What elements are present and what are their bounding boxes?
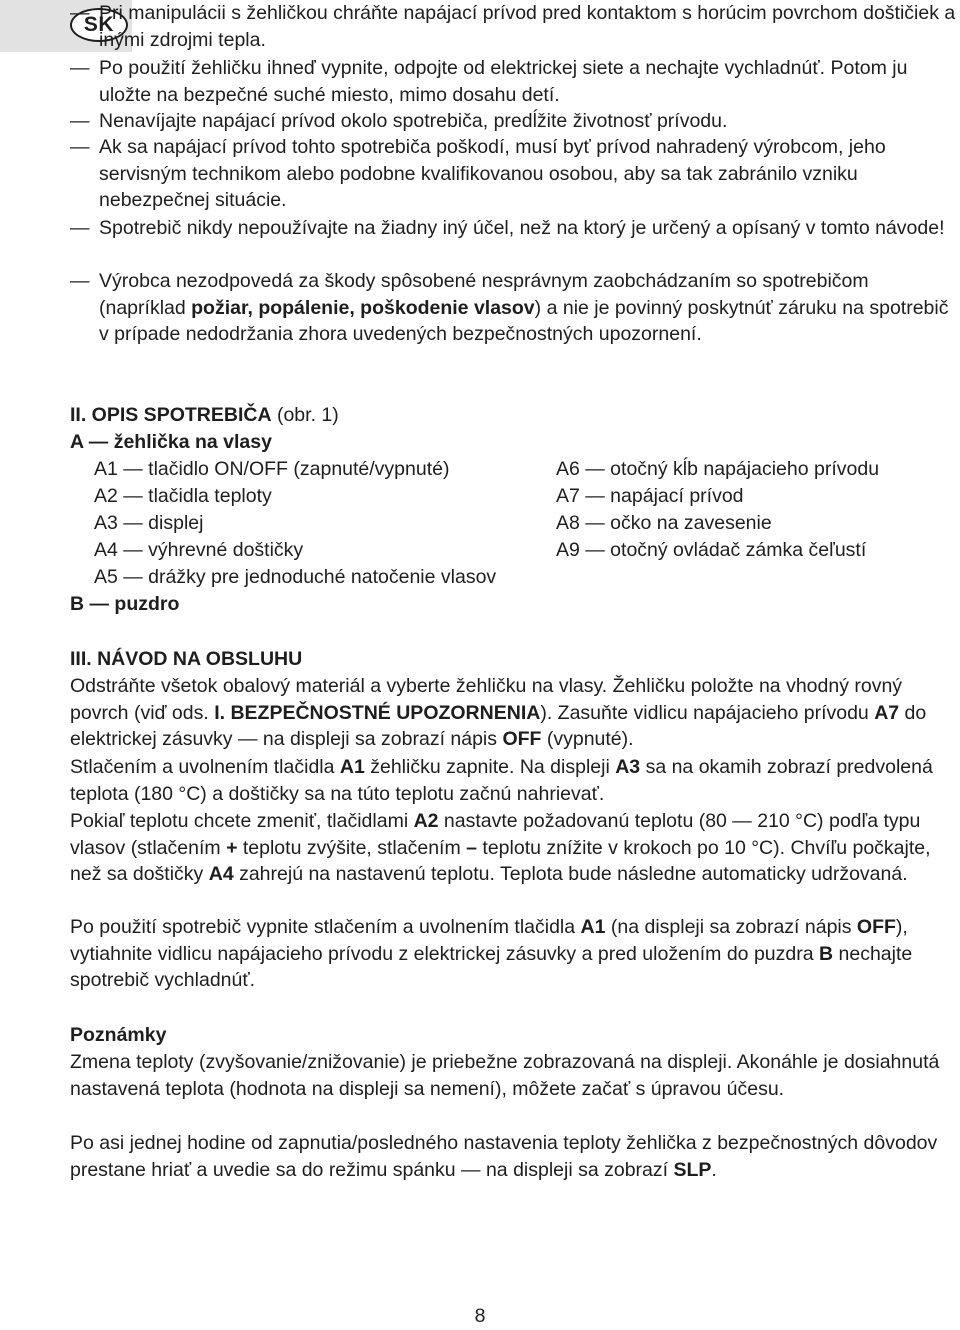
part-item: A1 — tlačidlo ON/OFF (zapnuté/vypnuté) <box>94 458 450 480</box>
text-part: žehličku zapnite. Na displeji <box>364 756 616 778</box>
text-bold: A4 <box>208 863 234 886</box>
notes-paragraph: Zmena teploty (zvyšovanie/znižovanie) je priebežne zobrazovaná na displeji. Akonáhle je dosiahnutá nastavená teplota (hodnota na displeji sa nemení), môžete začať s úpravou účesu. <box>70 1051 940 1100</box>
minus-symbol: – <box>466 836 477 859</box>
notes-title: Poznámky <box>70 1024 167 1046</box>
bullet-text: Nenavíjajte napájací prívod okolo spotrebiča, predĺžite životnosť prívodu. <box>99 110 728 132</box>
text-part: Stlačením a uvolnením tlačidla <box>70 756 340 778</box>
page-number: 8 <box>474 1305 486 1327</box>
bullet-item <box>70 0 958 53</box>
text-part: (vypnuté). <box>541 728 634 751</box>
bullet-item <box>70 108 958 135</box>
part-item: A9 — otočný ovládač zámka čeľustí <box>556 539 867 561</box>
bullet-item <box>70 134 958 214</box>
text-bold: OFF <box>856 916 896 938</box>
bullet-text: Pri manipulácii s žehličkou chráňte napájací prívod pred kontaktom s horúcim povrchom doštičiek a inými zdrojmi tepla. <box>99 2 956 51</box>
text-bold: I. BEZPEČNOSTNÉ UPOZORNENIA <box>214 701 541 724</box>
text-bold: OFF <box>502 728 542 751</box>
bullet-text: Po použití žehličku ihneď vypnite, odpojte od elektrickej siete a nechajte vychladnúť. Potom ju uložte na bezpečné suché miesto, mimo dosahu detí. <box>99 57 908 106</box>
text-part: Po použití spotrebič vypnite stlačením a uvolnením tlačidla <box>70 916 581 938</box>
text-part: ), vytiahnite vidlicu napájacieho prívodu z elektrickej zásuvky a pred uložením do puzdra <box>70 916 908 965</box>
text-bold: B <box>819 942 834 965</box>
bullet-dash: — <box>70 136 90 158</box>
language-badge: SK <box>70 8 128 42</box>
section-title-opis <box>70 402 339 429</box>
text-part: do elektrickej zásuvky — na displeji sa zobrazí nápis <box>70 701 927 751</box>
part-a-label: A — žehlička na vlasy <box>70 431 272 453</box>
section-title-bold: II. OPIS SPOTREBIČA <box>70 404 272 426</box>
text-bold: A7 <box>874 701 900 724</box>
section-title-rest: (obr. 1) <box>271 404 339 426</box>
bullet-dash: — <box>70 2 90 24</box>
part-item: A2 — tlačidla teploty <box>94 485 272 507</box>
part-item: A6 — otočný kĺb napájacieho prívodu <box>556 458 880 480</box>
notes-paragraph <box>70 1130 958 1183</box>
bullet-text-part: Výrobca nezodpovedá za škody spôsobené nesprávnym zaobchádzaním so spotrebičom (napríklad <box>99 270 869 319</box>
text-bold: SLP <box>673 1158 712 1181</box>
text-part: Po asi jednej hodine od zapnutia/posledného nastavenia teploty žehlička z bezpečnostných dôvodov prestane hriať a uvedie sa do režimu spánku — na displeji sa zobrazí <box>70 1132 938 1181</box>
instructions-paragraph <box>70 754 958 807</box>
text-part: sa na okamih zobrazí predvolená teplota (180 °C) a doštičky sa na túto teplotu začnú nahrievať. <box>70 756 933 805</box>
text-bold: A1 <box>339 756 365 778</box>
text-part: ). Zasuňte vidlicu napájacieho prívodu <box>540 701 875 724</box>
part-b-label: B — puzdro <box>70 593 180 615</box>
plus-symbol: + <box>226 836 238 859</box>
bullet-text <box>99 268 958 348</box>
text-part: nechajte spotrebič vychladnúť. <box>70 942 913 992</box>
part-item: A4 — výhrevné doštičky <box>94 539 304 561</box>
text-part: teplotu zvýšite, stlačením <box>237 836 467 859</box>
text-part: zahrejú na nastavenú teplotu. Teplota bude následne automaticky udržovaná. <box>233 863 908 886</box>
part-item: A8 — očko na zavesenie <box>556 512 772 534</box>
section-title-navod: III. NÁVOD NA OBSLUHU <box>70 648 303 670</box>
bullet-item <box>70 55 958 108</box>
instructions-paragraph <box>70 673 958 753</box>
bullet-dash: — <box>70 217 90 239</box>
text-part: Odstráňte všetok obalový materiál a vyberte žehličku na vlasy. Žehličku položte na vhodný rovný povrch (viď ods. <box>70 675 903 724</box>
text-bold: A3 <box>615 756 641 778</box>
part-item: A5 — drážky pre jednoduché natočenie vlasov <box>94 566 497 588</box>
text-part: nastavte požadovanú teplotu (80 — 210 °C) podľa typu vlasov (stlačením <box>70 810 921 859</box>
part-item: A3 — displej <box>94 512 204 534</box>
instructions-paragraph <box>70 914 958 994</box>
text-part: . <box>711 1158 717 1181</box>
bullet-dash: — <box>70 57 90 79</box>
text-part: teplotu znížite v krokoch po 10 °C). Chvíľu počkajte, než sa doštičky <box>70 836 931 886</box>
text-part: (na displeji sa zobrazí nápis <box>605 916 857 938</box>
bullet-text-bold: požiar, popálenie, poškodenie vlasov <box>191 296 535 319</box>
text-bold: A1 <box>580 916 606 938</box>
bullet-text: Ak sa napájací prívod tohto spotrebiča poškodí, musí byť prívod nahradený výrobcom, jeho servisným technikom alebo podobne kvalifikovanou osobou, aby sa tak zabránilo vzniku nebezpečnej situácie. <box>99 136 886 212</box>
bullet-text: Spotrebič nikdy nepoužívajte na žiadny iný účel, než na ktorý je určený a opísaný v tomto návode! <box>99 217 945 239</box>
bullet-item <box>70 215 958 242</box>
text-bold: A2 <box>413 810 439 832</box>
bullet-dash: — <box>70 110 90 132</box>
bullet-text-part: ) a nie je povinný poskytnúť záruku na spotrebič v prípade nedodržania zhora uvedených bezpečnostných upozornení. <box>99 296 949 346</box>
text-part: Pokiaľ teplotu chcete zmeniť, tlačidlami <box>70 810 414 832</box>
part-item: A7 — napájací prívod <box>556 485 744 507</box>
bullet-dash: — <box>70 270 90 292</box>
instructions-paragraph <box>70 808 958 888</box>
bullet-item <box>70 268 958 348</box>
